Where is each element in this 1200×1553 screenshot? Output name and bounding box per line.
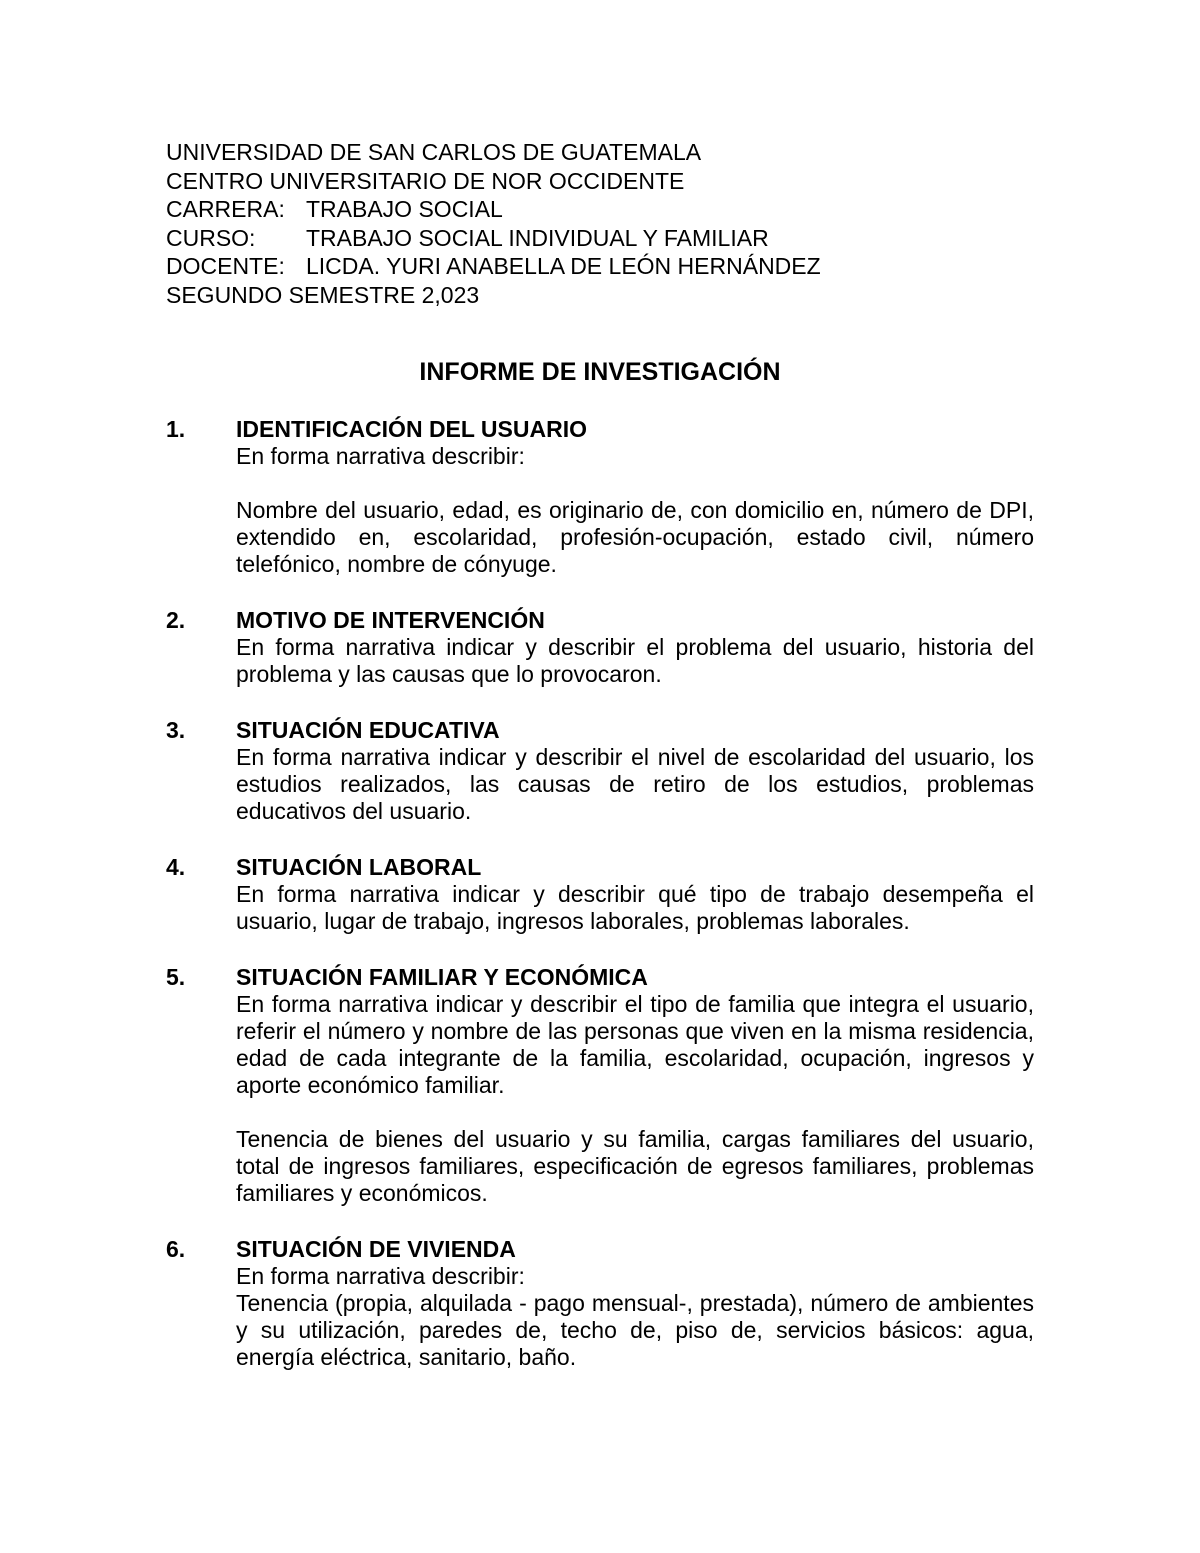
section-paragraph: Tenencia de bienes del usuario y su familia, cargas familiares del usuario, total de ingresos familiares, especificación de egresos familiares, problemas familiares y económicos. [236, 1126, 1034, 1206]
section-body [236, 443, 1034, 578]
section-body [236, 991, 1034, 1207]
section-number: 2. [166, 607, 186, 633]
section-number: 4. [166, 854, 186, 880]
section-heading [166, 964, 1034, 991]
section-paragraph: Tenencia (propia, alquilada - pago mensual-, prestada), número de ambientes y su utilización, paredes de, techo de, piso de, servicios básicos: agua, energía eléctrica, sanitario, baño. [236, 1290, 1034, 1370]
section-body [236, 744, 1034, 825]
section-paragraph: En forma narrativa describir: [236, 443, 525, 469]
section-paragraph: En forma narrativa indicar y describir qué tipo de trabajo desempeña el usuario, lugar de trabajo, ingresos laborales, problemas laborales. [236, 881, 1034, 934]
section-body [236, 634, 1034, 688]
section-educativa [166, 717, 1034, 825]
document-title: INFORME DE INVESTIGACIÓN [419, 358, 781, 386]
section-number: 1. [166, 416, 186, 442]
section-heading [166, 416, 1034, 443]
curso-value: TRABAJO SOCIAL INDIVIDUAL Y FAMILIAR [306, 224, 769, 251]
section-number: 5. [166, 964, 186, 990]
document-header [166, 138, 966, 309]
curso-line [166, 224, 966, 253]
section-title: SITUACIÓN EDUCATIVA [236, 717, 500, 743]
section-number: 3. [166, 717, 186, 743]
section-motivo [166, 607, 1034, 688]
docente-value: LICDA. YURI ANABELLA DE LEÓN HERNÁNDEZ [306, 253, 821, 279]
section-paragraph: En forma narrativa describir: [236, 1263, 525, 1289]
section-vivienda [166, 1236, 1034, 1371]
center-name: CENTRO UNIVERSITARIO DE NOR OCCIDENTE [166, 167, 685, 194]
docente-label: DOCENTE: [166, 253, 285, 279]
section-title: IDENTIFICACIÓN DEL USUARIO [236, 416, 587, 442]
section-paragraph: En forma narrativa indicar y describir el problema del usuario, historia del problema y las causas que lo provocaron. [236, 634, 1034, 687]
section-title: SITUACIÓN DE VIVIENDA [236, 1236, 516, 1262]
section-heading [166, 854, 1034, 881]
carrera-value: TRABAJO SOCIAL [306, 196, 503, 222]
section-paragraph: Nombre del usuario, edad, es originario de, con domicilio en, número de DPI, extendido en, escolaridad, profesión-ocupación, estado civil, número telefónico, nombre de cónyuge. [236, 497, 1034, 577]
section-laboral [166, 854, 1034, 935]
section-title: SITUACIÓN LABORAL [236, 854, 482, 880]
docente-line [166, 252, 966, 281]
section-paragraph: En forma narrativa indicar y describir el nivel de escolaridad del usuario, los estudios realizados, las causas de retiro de los estudios, problemas educativos del usuario. [236, 744, 1034, 824]
section-heading [166, 717, 1034, 744]
curso-label: CURSO: [166, 224, 256, 251]
section-title: SITUACIÓN FAMILIAR Y ECONÓMICA [236, 964, 648, 990]
section-heading [166, 1236, 1034, 1263]
carrera-line [166, 195, 966, 224]
section-body [236, 881, 1034, 935]
university-name: UNIVERSIDAD DE SAN CARLOS DE GUATEMALA [166, 139, 702, 165]
section-body [236, 1263, 1034, 1371]
sections-list [166, 416, 1034, 1400]
section-paragraph: En forma narrativa indicar y describir el tipo de familia que integra el usuario, referir el número y nombre de las personas que viven en la misma residencia, edad de cada integrante de la familia, escolaridad, ocupación, ingresos y aporte económico familiar. [236, 991, 1034, 1098]
section-familiar-economica [166, 964, 1034, 1207]
semester-line: SEGUNDO SEMESTRE 2,023 [166, 281, 480, 308]
section-identificacion [166, 416, 1034, 578]
carrera-label: CARRERA: [166, 196, 285, 222]
section-heading [166, 607, 1034, 634]
section-title: MOTIVO DE INTERVENCIÓN [236, 607, 545, 633]
section-number: 6. [166, 1236, 186, 1262]
